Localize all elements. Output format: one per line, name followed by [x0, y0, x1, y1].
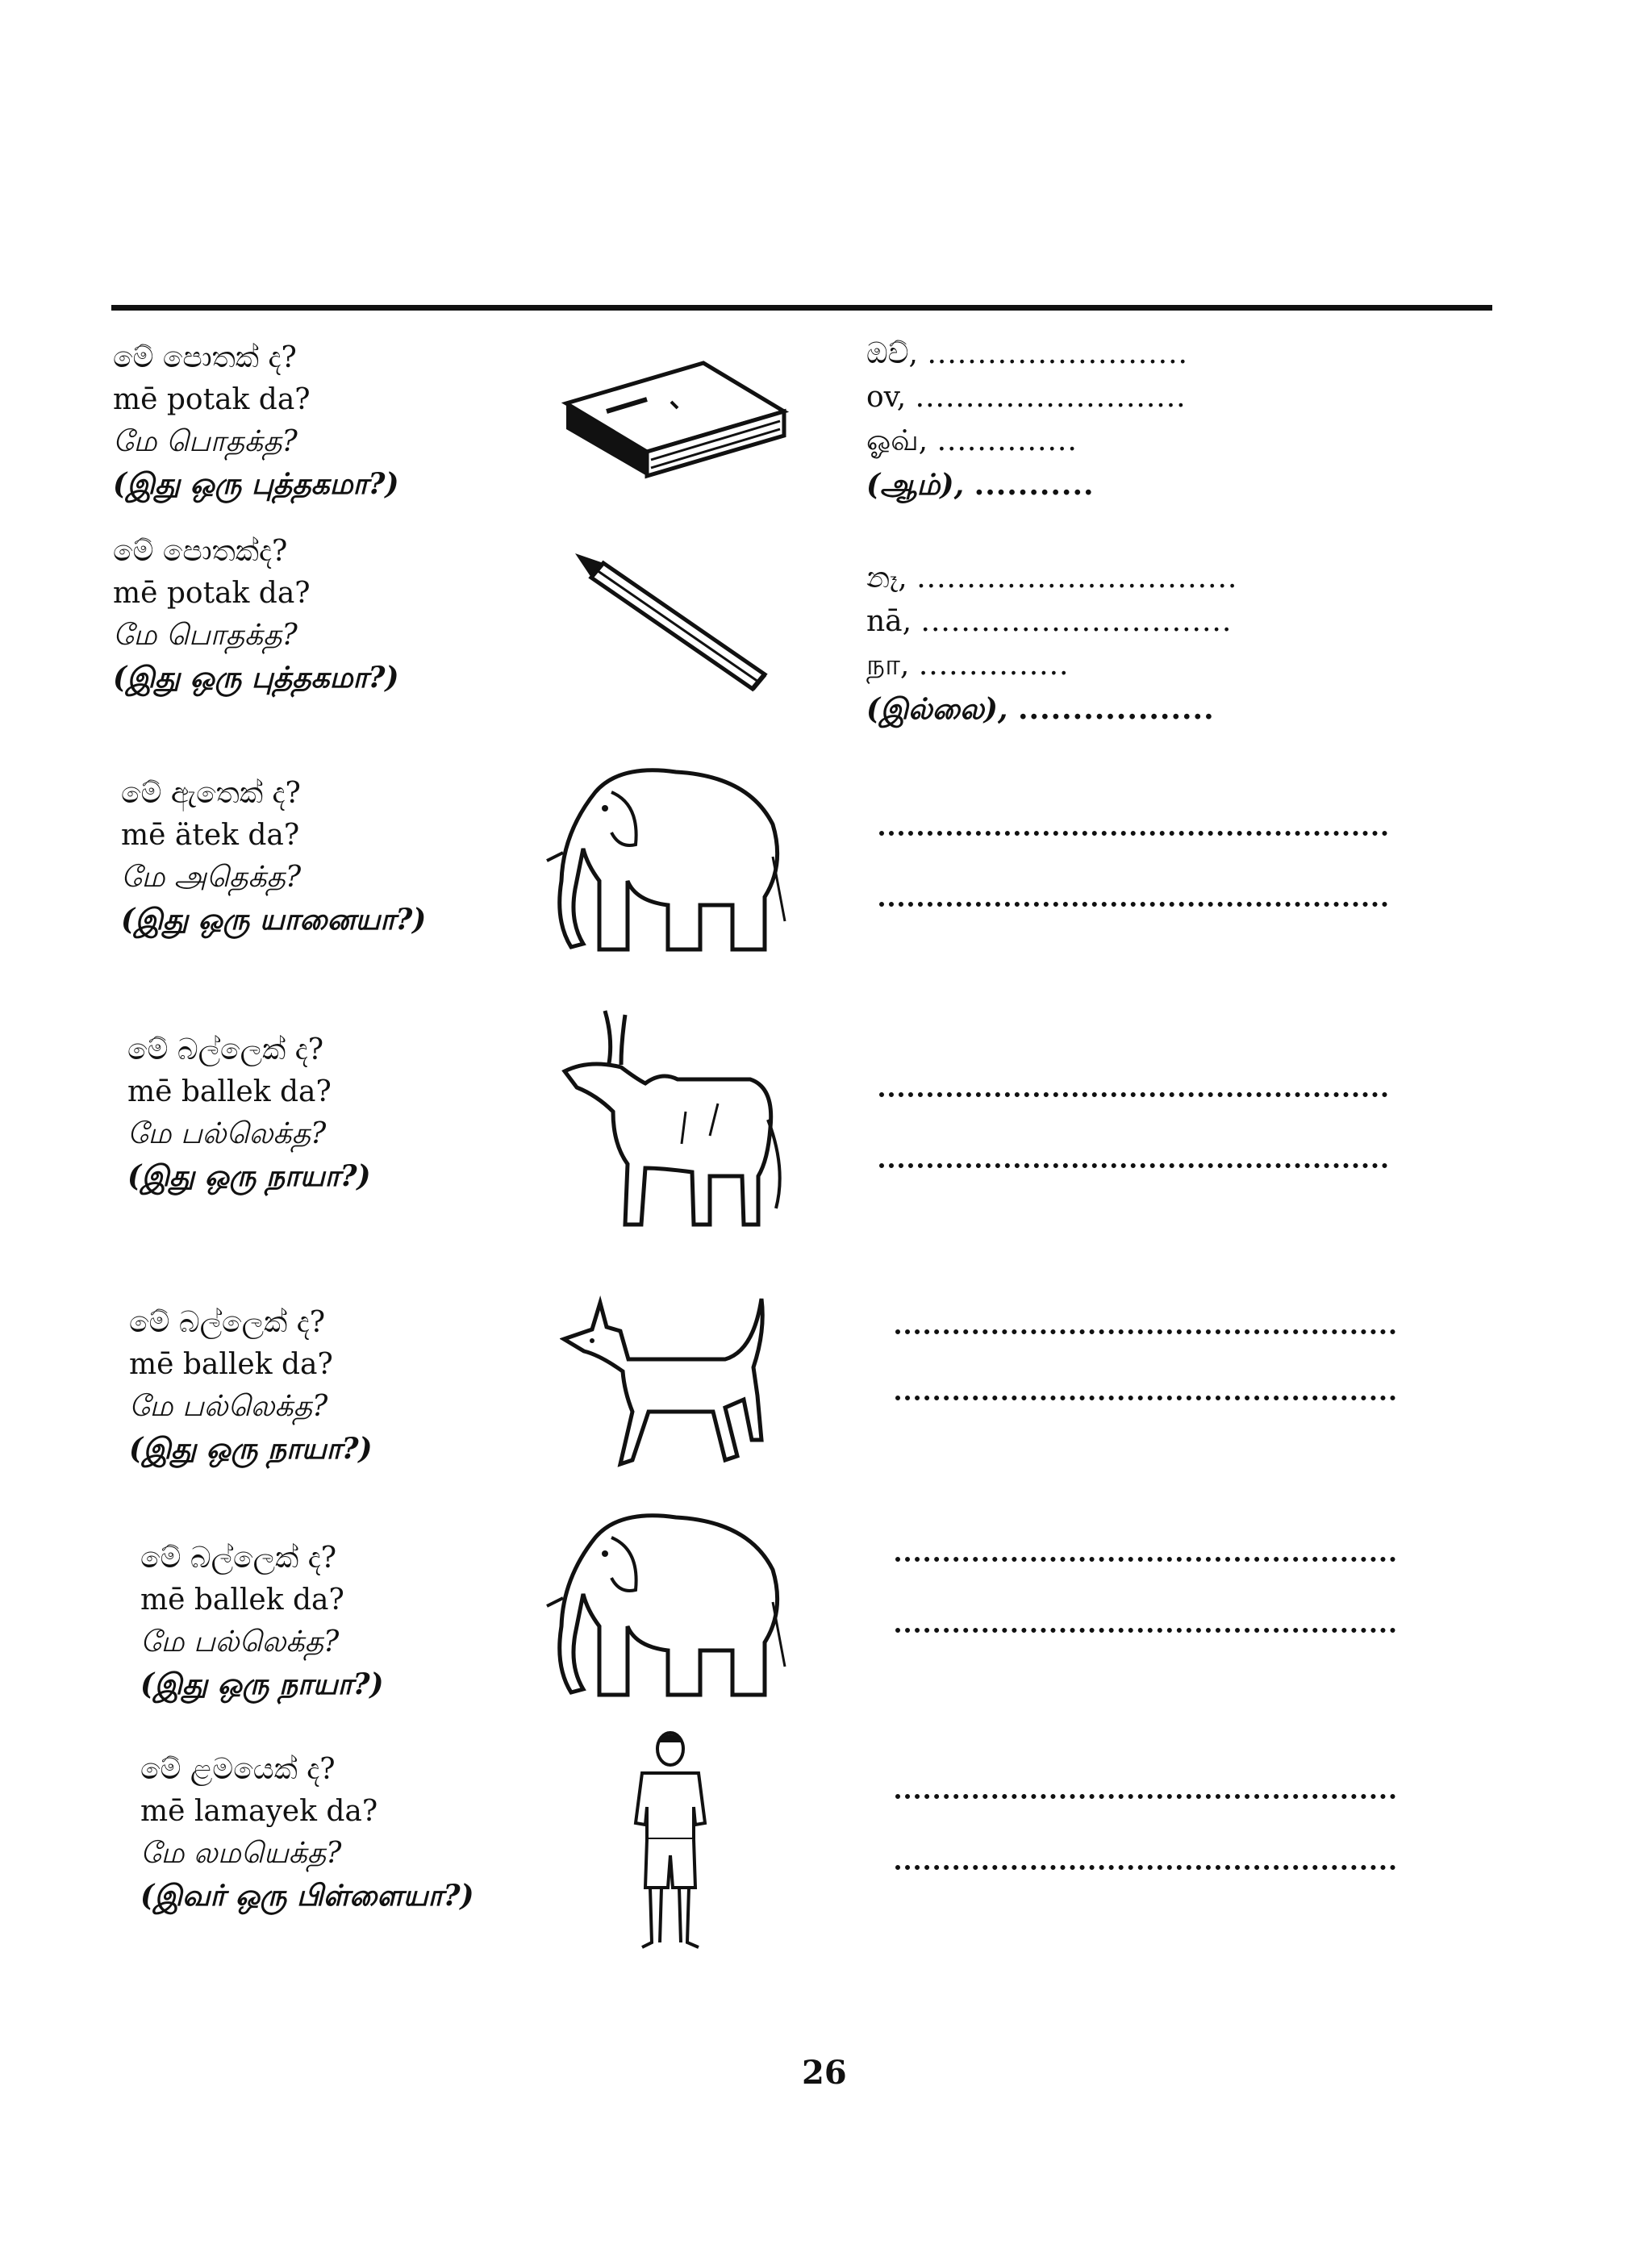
yes-transliteration: ov, — [866, 381, 907, 414]
sinhala-question: මේ බල්ලෙක් ද? — [140, 1542, 336, 1575]
transliteration: mē ballek da? — [129, 1348, 333, 1381]
elephant-picture — [539, 1505, 797, 1707]
answer-line — [895, 1628, 1395, 1633]
dog-picture — [560, 1291, 778, 1484]
sinhala-question: මේ ඇතෙක් ද? — [121, 777, 301, 810]
exercise-question — [140, 1749, 474, 1917]
no-sinhala: නෑ, — [866, 561, 907, 595]
tamil-transliteration: மே பல்லெக்த? — [129, 1390, 328, 1423]
answer-line — [879, 1163, 1387, 1168]
yes-sinhala: ඔව්, — [866, 337, 919, 370]
yes-tamil-transliteration: ஓவ், — [866, 424, 928, 457]
boy-picture — [626, 1726, 715, 1952]
header-rule — [111, 305, 1492, 311]
answer-line — [879, 1092, 1387, 1097]
answer-line — [879, 831, 1387, 836]
exercise-question — [113, 531, 398, 699]
sinhala-question: මේ බල්ලෙක් ද? — [129, 1306, 325, 1339]
sinhala-question: මේ පොතක්ද? — [113, 535, 288, 568]
elephant-picture — [539, 760, 797, 962]
answer-line — [895, 1794, 1395, 1799]
tamil-translation: (இது ஒரு நாயா?) — [140, 1667, 384, 1701]
yes-answers: ඔව්, .......................... ov, ........................... ஓவ், .............. (ஆம்), ........... — [866, 337, 1188, 502]
tamil-translation: (இது ஒரு யானையா?) — [121, 903, 427, 937]
yes-tamil: (ஆம்), — [866, 468, 965, 502]
transliteration: mē potak da? — [113, 383, 311, 416]
transliteration: mē lamayek da? — [140, 1795, 378, 1828]
sinhala-question: මේ බල්ලෙක් ද? — [127, 1033, 323, 1066]
tamil-translation: (இது ஒரு நாயா?) — [129, 1432, 373, 1466]
tamil-transliteration: மே லமயெக்த? — [140, 1837, 342, 1870]
transliteration: mē ballek da? — [140, 1583, 344, 1617]
exercise-question — [140, 1538, 384, 1705]
tamil-translation: (இவர் ஒரு பிள்ளையா?) — [140, 1879, 474, 1913]
transliteration: mē ballek da? — [127, 1075, 332, 1108]
answer-line — [895, 1557, 1395, 1562]
answer-line — [895, 1865, 1395, 1870]
page-number: 26 — [802, 2054, 847, 2092]
no-answers: නෑ, ................................ nā, ............................... நா, ............... (இல்லை), .................. — [866, 561, 1238, 726]
no-tamil: (இல்லை), — [866, 692, 1008, 726]
exercise-question — [129, 1302, 373, 1470]
book-picture — [550, 355, 792, 484]
tamil-transliteration: மே பொதக்த? — [113, 619, 298, 652]
answer-line — [895, 1396, 1395, 1400]
tamil-transliteration: மே பல்லெக்த? — [140, 1625, 340, 1659]
bull-picture — [557, 1007, 791, 1241]
exercise-question — [127, 1029, 371, 1197]
tamil-translation: (இது ஒரு புத்தகமா?) — [113, 467, 399, 501]
tamil-transliteration: மே அதெக்த? — [121, 861, 302, 894]
sinhala-question: මේ පොතක් ද? — [113, 341, 297, 374]
tamil-translation: (இது ஒரு நாயா?) — [127, 1159, 371, 1193]
no-transliteration: nā, — [866, 605, 912, 638]
tamil-translation: (இது ஒரு புத்தகமா?) — [113, 661, 399, 695]
transliteration: mē ätek da? — [121, 819, 300, 852]
tamil-transliteration: மே பொதக்த? — [113, 425, 298, 458]
answer-line — [895, 1329, 1395, 1334]
transliteration: mē potak da? — [113, 577, 311, 610]
tamil-transliteration: மே பல்லெக்த? — [127, 1117, 327, 1150]
sinhala-question: මේ ළමයෙක් ද? — [140, 1753, 336, 1786]
answer-line — [879, 902, 1387, 907]
exercise-question — [121, 773, 426, 941]
pencil-picture — [571, 545, 781, 707]
no-tamil-transliteration: நா, — [866, 649, 910, 682]
exercise-question — [113, 337, 398, 505]
